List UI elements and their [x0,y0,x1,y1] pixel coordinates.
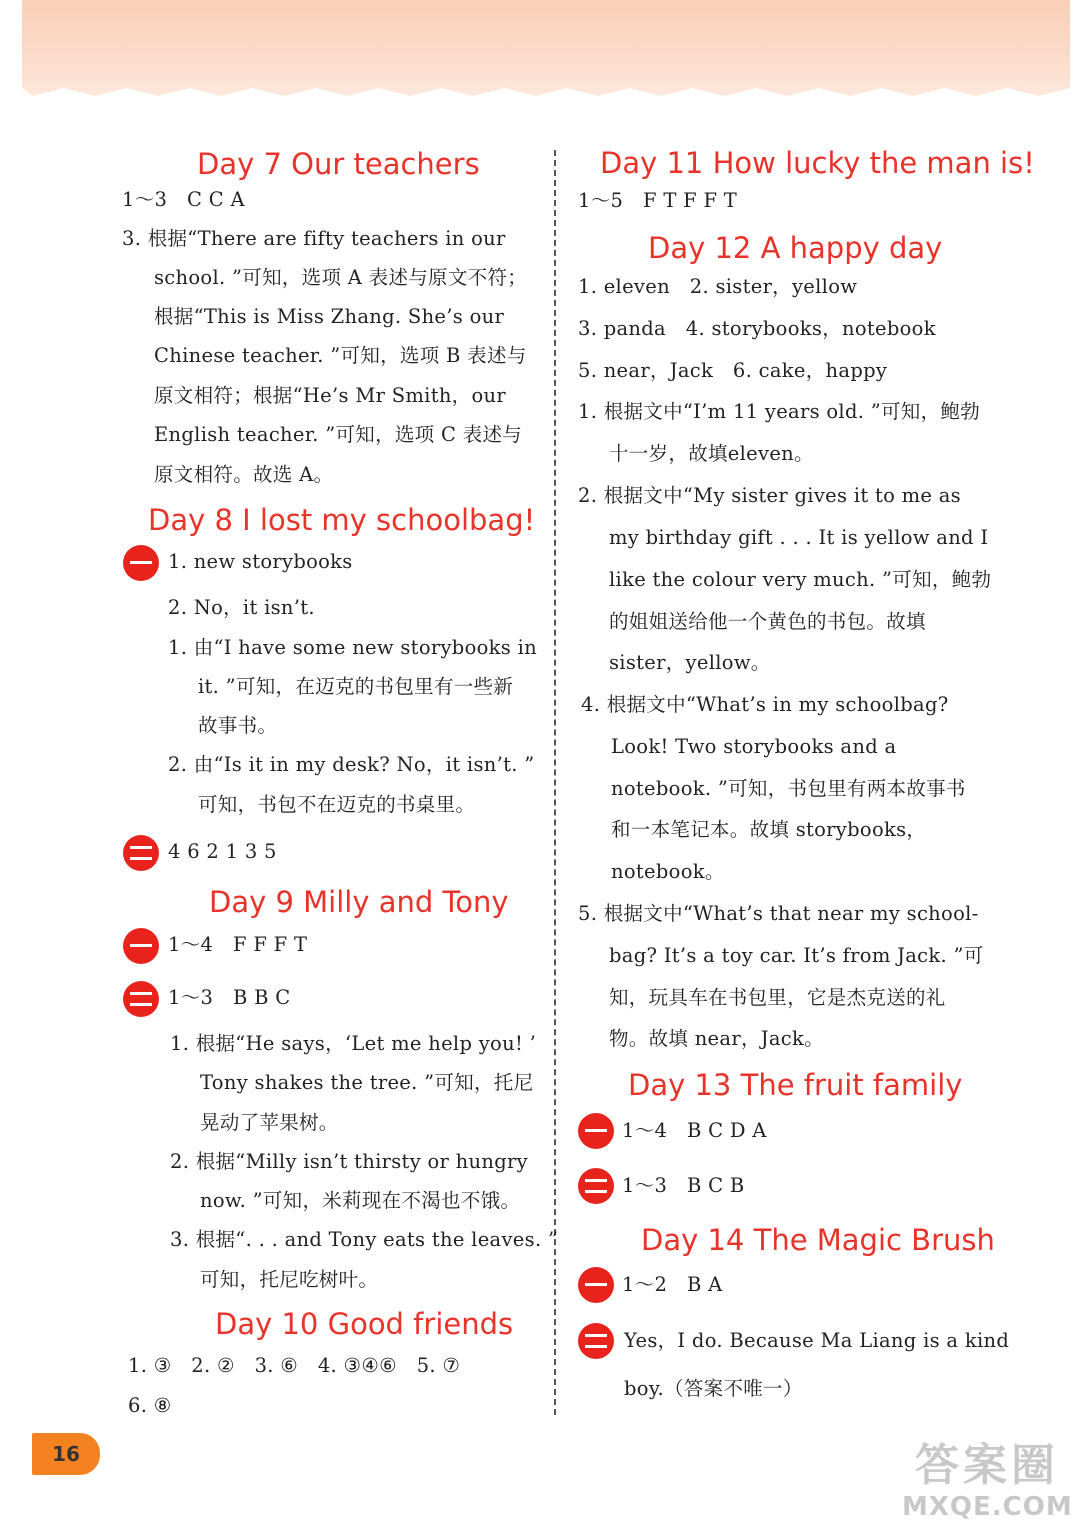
page-number: 16 [32,1433,100,1475]
day9-line-5: 晃动了苹果树。 [200,1111,339,1134]
day10-heading: Day 10 Good friends [215,1307,514,1341]
day12-line-4: 1. 根据文中“I’m 11 years old. ”可知，鲍勃 [578,400,981,423]
day12-line-12: Look! Two storybooks and a [611,735,897,758]
day9-line-3: 1. 根据“He says，‘Let me help you! ’ [170,1032,537,1055]
day12-line-16: 5. 根据文中“What’s that near my school- [578,902,979,925]
day10-line-2: 6. ⑧ [128,1394,172,1417]
day7-line-3: school. ”可知，选项 A 表述与原文不符； [154,266,528,289]
watermark-logo-text: 答案圈 [915,1440,1059,1491]
watermark-domain: MXQE.COM [902,1492,1073,1522]
day12-heading: Day 12 A happy day [648,231,943,265]
day12-line-6: 2. 根据文中“My sister gives it to me as [578,484,961,507]
day12-line-13: notebook. ”可知，书包里有两本故事书 [611,777,966,800]
column-divider [554,150,556,1415]
day8-line-2: 2. No，it isn’t. [168,596,315,619]
day9-line-1: 1～4 F F F T [168,933,308,956]
day8-heading: Day 8 I lost my schoolbag! [148,503,536,537]
day12-line-15: notebook。 [611,860,725,883]
day7-line-6: 原文相符；根据“He’s Mr Smith，our [154,384,507,407]
day7-line-1: 1～3 C C A [122,188,245,211]
day12-line-18: 知，玩具车在书包里，它是杰克送的礼 [609,986,946,1009]
day12-line-7: my birthday gift . . . It is yellow and I [609,526,989,549]
day12-line-2: 3. panda 4. storybooks，notebook [578,317,936,340]
day9-line-8: 3. 根据“. . . and Tony eats the leaves. ” [170,1228,559,1251]
day8-line-8: 4 6 2 1 3 5 [168,840,277,863]
section-two-marker [578,1323,614,1359]
day13-heading: Day 13 The fruit family [628,1068,963,1102]
day7-line-8: 原文相符。故选 A。 [154,463,334,486]
day14-line-3: boy.（答案不唯一） [624,1377,803,1400]
day7-line-7: English teacher. ”可知，选项 C 表述与 [154,423,523,446]
day12-line-11: 4. 根据文中“What’s in my schoolbag? [581,693,949,716]
day9-line-9: 可知，托尼吃树叶。 [200,1268,379,1291]
day7-line-4: 根据“This is Miss Zhang. She’s our [154,305,505,328]
day9-line-4: Tony shakes the tree. ”可知，托尼 [200,1071,534,1094]
header-banner [22,0,1070,100]
section-one-marker [578,1113,614,1149]
day9-line-2: 1～3 B B C [168,986,291,1009]
day10-line-1: 1. ③ 2. ② 3. ⑥ 4. ③④⑥ 5. ⑦ [128,1354,461,1377]
day12-line-1: 1. eleven 2. sister，yellow [578,275,858,298]
day8-line-6: 2. 由“Is it in my desk? No，it isn’t. ” [168,753,535,776]
section-two-marker [123,835,159,871]
section-two-marker [578,1168,614,1204]
day12-line-3: 5. near，Jack 6. cake，happy [578,359,888,382]
day12-line-5: 十一岁，故填eleven。 [609,442,814,465]
watermark-logo [902,1440,1072,1528]
section-one-marker [578,1267,614,1303]
day12-line-14: 和一本笔记本。故填 storybooks， [611,818,927,841]
day7-line-2: 3. 根据“There are fifty teachers in our [122,227,506,250]
section-two-marker [123,981,159,1017]
section-one-marker [123,545,159,581]
day13-line-2: 1～3 B C B [622,1174,745,1197]
day8-line-3: 1. 由“I have some new storybooks in [168,636,537,659]
day12-line-10: sister，yellow。 [609,651,771,674]
day11-heading: Day 11 How lucky the man is! [600,146,1035,180]
day7-heading: Day 7 Our teachers [197,147,480,181]
day9-heading: Day 9 Milly and Tony [209,885,509,919]
day12-line-8: like the colour very much. ”可知，鲍勃 [609,568,992,591]
day14-line-2: Yes，I do. Because Ma Liang is a kind [624,1329,1010,1352]
day9-line-6: 2. 根据“Milly isn’t thirsty or hungry [170,1150,528,1173]
day9-line-7: now. ”可知，米莉现在不渴也不饿。 [200,1189,521,1212]
day12-line-17: bag? It’s a toy car. It’s from Jack. ”可 [609,944,984,967]
day7-line-5: Chinese teacher. ”可知，选项 B 表述与 [154,344,527,367]
day8-line-1: 1. new storybooks [168,550,353,573]
day8-line-7: 可知，书包不在迈克的书桌里。 [198,793,476,816]
day13-line-1: 1～4 B C D A [622,1119,767,1142]
day14-line-1: 1～2 B A [622,1273,723,1296]
day11-line-1: 1～5 F T F F T [578,189,738,212]
day8-line-4: it. ”可知，在迈克的书包里有一些新 [198,675,514,698]
day14-heading: Day 14 The Magic Brush [641,1223,995,1257]
section-one-marker [123,928,159,964]
day12-line-9: 的姐姐送给他一个黄色的书包。故填 [609,610,926,633]
day12-line-19: 物。故填 near，Jack。 [609,1027,824,1050]
day8-line-5: 故事书。 [198,714,278,737]
